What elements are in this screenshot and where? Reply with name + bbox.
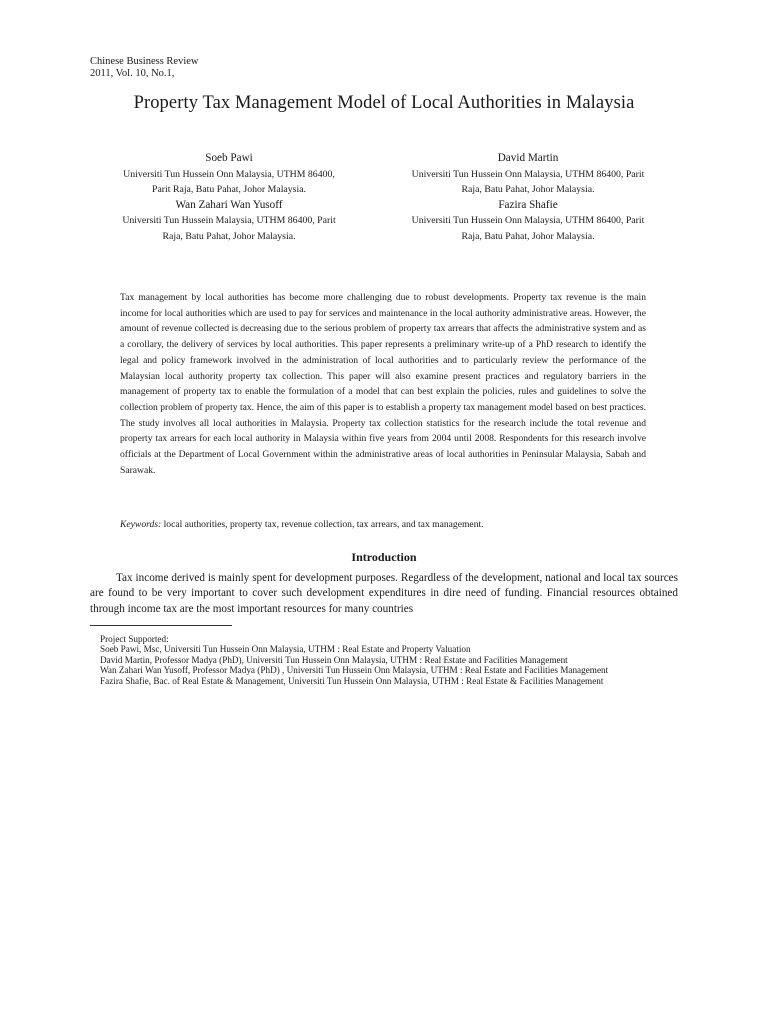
footnotes (100, 634, 678, 686)
author-affiliation: Universiti Tun Hussein Onn Malaysia, UTHM 86400, Parit Raja, Batu Pahat, Johor Malaysia. (411, 168, 645, 195)
paper-title: Property Tax Management Model of Local Authorities in Malaysia (133, 93, 635, 113)
footnote-line: Project Supported: (100, 634, 169, 644)
author-name: Soeb Pawi (205, 152, 253, 164)
footnote-line: Fazira Shafie, Bac. of Real Estate & Management, Universiti Tun Hussein Onn Malaysia, UTHM : Real Estate & Facilities Management (100, 675, 604, 686)
footnote-line: Soeb Pawi, Msc, Universiti Tun Hussein Onn Malaysia, UTHM : Real Estate and Property Valuation (100, 644, 471, 655)
author-name: Fazira Shafie (498, 198, 558, 211)
journal-issue: 2011, Vol. 10, No.1, (90, 68, 175, 79)
keywords-line (120, 517, 646, 532)
footnote-line: Wan Zahari Wan Yusoff, Professor Madya (PhD) , Universiti Tun Hussein Onn Malaysia, UTHM : Real Estate and Facilities Management (100, 665, 609, 676)
section-heading-introduction: Introduction (351, 550, 417, 564)
keywords-label: Keywords: (120, 519, 162, 530)
journal-name: Chinese Business Review (90, 56, 199, 67)
author-affiliation: Universiti Tun Hussein Malaysia, UTHM 86400, Parit Raja, Batu Pahat, Johor Malaysia. (122, 215, 336, 242)
author-name: David Martin (497, 152, 559, 164)
author-affiliation: Universiti Tun Hussein Onn Malaysia, UTHM 86400, Parit Raja, Batu Pahat, Johor Malaysia. (123, 168, 335, 195)
journal-header (90, 56, 199, 80)
authors-left-column (118, 151, 340, 244)
introduction-paragraph: Tax income derived is mainly spent for development purposes. Regardless of the development, national and local tax sources are found to be very important to cover such development expenditures in dire need of funding. Financial resources obtained through income tax are the most important resources for many countries (90, 572, 678, 615)
footnote-divider (90, 625, 232, 626)
author-affiliation: Universiti Tun Hussein Onn Malaysia, UTHM 86400, Parit Raja, Batu Pahat, Johor Malaysia. (411, 215, 645, 242)
footnote-line: David Martin, Professor Madya (PhD), Universiti Tun Hussein Onn Malaysia, UTHM : Real Estate and Facilities Management (100, 654, 568, 665)
authors-right-column (408, 151, 648, 244)
keywords-text: local authorities, property tax, revenue collection, tax arrears, and tax management. (163, 519, 484, 530)
author-name: Wan Zahari Wan Yusoff (175, 198, 283, 211)
abstract-text: Tax management by local authorities has become more challenging due to robust developments. Property tax revenue is the main income for local authorities which are used to pay for services and maintenance in the local authority administrative areas. However, the amount of revenue collected is decreasing due to the serious problem of property tax arrears that affects the administrative system and as a corollary, the delivery of services by local authorities. This paper represents a preliminary write-up of a PhD research to identify the legal and policy framework involved in the administration of local authorities and to particularly review the performance of the Malaysian local authority property tax collection. This paper will also examine present practices and regulatory barriers in the management of property tax to enable the formulation of a model that can best explain the policies, rules and guidelines to solve the collection problem of property tax. Hence, the aim of this paper is to establish a property tax management model based on best practices. The study involves all local authorities in Malaysia. Property tax collection statistics for the research include the total revenue and property tax arrears for each local authority in Malaysia within five years from 2004 until 2008. Respondents for this research involve officials at the Department of Local Government within the administrative areas of local authorities in Peninsular Malaysia, Sabah and Sarawak. (120, 292, 646, 476)
